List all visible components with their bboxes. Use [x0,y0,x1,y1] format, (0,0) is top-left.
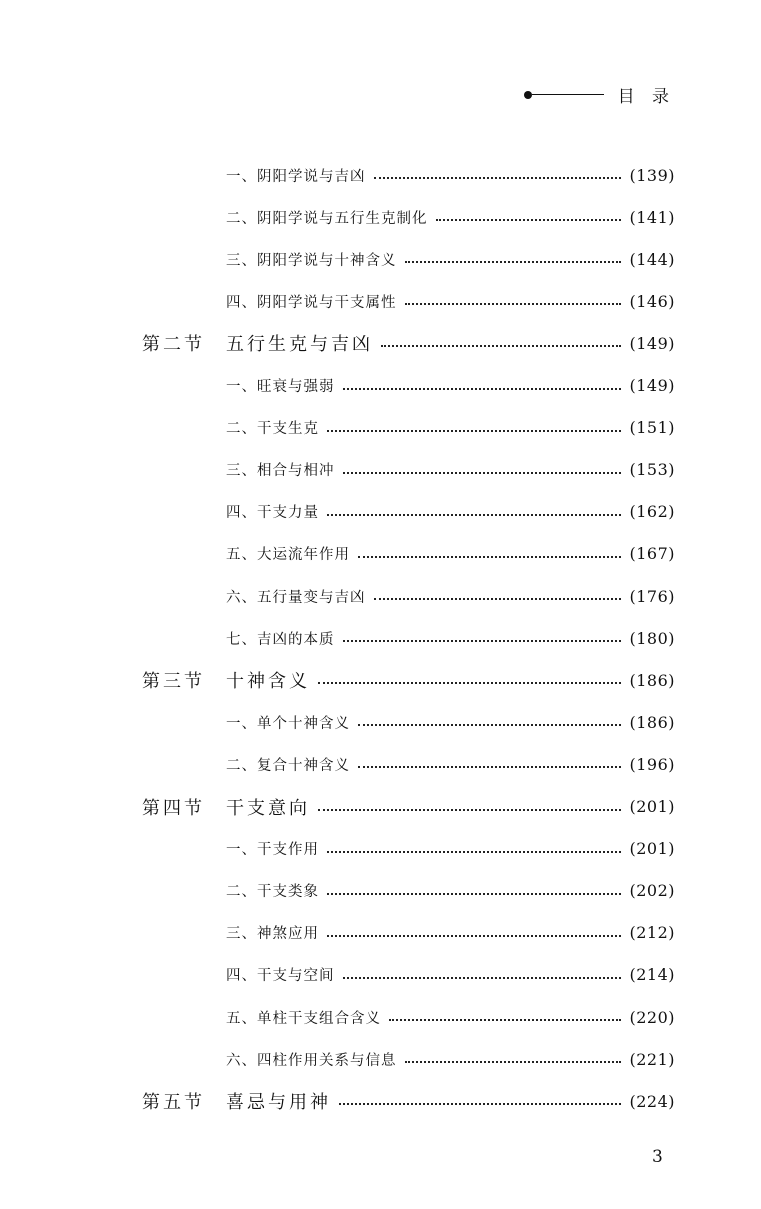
section-label: 第二节 [142,334,205,356]
toc-entry [226,667,675,693]
dot-leader [327,514,621,516]
section-label: 第五节 [142,1092,205,1114]
entry-page-number: (202) [629,881,675,901]
toc-entry-row [0,707,761,737]
bullet-dot-icon [524,91,532,99]
entry-page-number: (201) [629,797,675,816]
toc-entry-row [0,413,761,443]
toc-section-row [0,328,761,358]
entry-title: 二、干支类象 [226,884,319,901]
dot-leader [381,345,621,347]
entry-page-number: (167) [629,544,675,564]
entry-page-number: (139) [629,165,675,185]
toc-section-row [0,665,761,695]
entry-page-number: (212) [629,923,675,943]
toc-section-row [0,792,761,822]
entry-page-number: (153) [629,460,675,480]
entry-title: 七、吉凶的本质 [226,631,335,648]
dot-leader [339,1103,621,1105]
page-number: 3 [652,1147,663,1167]
dot-leader [343,472,622,474]
entry-title: 喜忌与用神 [226,1092,331,1114]
entry-title: 十神含义 [226,671,310,693]
toc-entry-row [0,918,761,948]
toc-entry-row [0,1002,761,1032]
entry-title: 三、阴阳学说与十神含义 [226,252,397,269]
toc-entry [226,291,675,312]
entry-title: 三、相合与相冲 [226,463,335,480]
entry-page-number: (176) [629,586,675,606]
toc-entry-row [0,834,761,864]
toc-entry [226,754,675,775]
toc-entry [226,543,675,564]
toc-entry [226,922,675,943]
toc-entry-row [0,455,761,485]
entry-title: 一、单个十神含义 [226,715,350,732]
entry-page-number: (149) [629,376,675,395]
toc-entry [226,501,675,522]
toc-entry-row [0,539,761,569]
dot-leader [405,303,622,305]
dot-leader [358,766,621,768]
dot-leader [318,809,621,811]
entry-page-number: (201) [629,839,675,859]
dot-leader [318,682,621,684]
entry-page-number: (196) [629,754,675,774]
dot-leader [343,388,622,390]
toc-entry-row [0,202,761,232]
toc-entry-row [0,960,761,990]
entry-page-number: (186) [629,712,675,732]
entry-title: 四、干支力量 [226,505,319,522]
toc-entry-row [0,1044,761,1074]
toc-entry [226,375,675,396]
toc-entry-row [0,371,761,401]
entry-page-number: (186) [629,670,675,690]
dot-leader [374,598,622,600]
entry-page-number: (162) [629,502,675,522]
toc-entry-row [0,244,761,274]
toc-entry [226,165,675,186]
toc-entry [226,1007,675,1028]
running-header [524,82,675,107]
dot-leader [405,261,622,263]
header-rule [532,94,604,95]
entry-page-number: (220) [629,1007,675,1027]
toc-entry [226,712,675,733]
entry-page-number: (221) [629,1049,675,1069]
dot-leader [327,935,621,937]
toc-entry [226,249,675,270]
entry-title: 干支意向 [226,797,310,819]
toc-entry [226,880,675,901]
dot-leader [405,1061,622,1063]
entry-page-number: (214) [629,965,675,985]
toc-entry-row [0,623,761,653]
toc-entry [226,1049,675,1070]
dot-leader [327,430,621,432]
entry-page-number: (224) [629,1091,675,1111]
entry-title: 一、阴阳学说与吉凶 [226,168,366,185]
toc-entry-row [0,876,761,906]
section-label: 第三节 [142,671,205,693]
dot-leader [343,640,622,642]
entry-title: 五行生克与吉凶 [226,334,373,356]
toc-entry-row [0,581,761,611]
entry-page-number: (146) [629,291,675,311]
toc-entry [226,794,675,820]
entry-title: 三、神煞应用 [226,926,319,943]
entry-title: 五、大运流年作用 [226,547,350,564]
toc-entry [226,586,675,607]
entry-title: 二、复合十神含义 [226,757,350,774]
entry-page-number: (151) [629,418,675,438]
entry-title: 四、干支与空间 [226,968,335,985]
entry-title: 六、五行量变与吉凶 [226,589,366,606]
toc-entry [226,330,675,356]
dot-leader [343,977,622,979]
toc-entry [226,628,675,649]
dot-leader [358,724,621,726]
dot-leader [389,1019,621,1021]
dot-leader [327,851,621,853]
entry-title: 六、四柱作用关系与信息 [226,1052,397,1069]
entry-title: 一、旺衰与强弱 [226,379,335,395]
entry-page-number: (141) [629,207,675,227]
entry-page-number: (144) [629,249,675,269]
entry-title: 二、干支生克 [226,421,319,438]
entry-title: 五、单柱干支组合含义 [226,1010,381,1027]
toc-entry [226,964,675,985]
toc-entry-row [0,160,761,190]
dot-leader [358,556,621,558]
toc-entry [226,838,675,859]
dot-leader [374,177,622,179]
toc-entry [226,459,675,480]
entry-title: 二、阴阳学说与五行生克制化 [226,210,428,227]
toc-entry-row [0,749,761,779]
header-title: 目 录 [617,87,675,107]
toc-entry-row [0,286,761,316]
entry-title: 四、阴阳学说与干支属性 [226,294,397,311]
toc-entry [226,207,675,228]
entry-title: 一、干支作用 [226,842,319,859]
entry-page-number: (180) [629,628,675,648]
toc-entry-row [0,497,761,527]
entry-page-number: (149) [629,333,675,353]
toc-entry [226,1088,675,1114]
section-label: 第四节 [142,797,205,819]
toc-section-row [0,1086,761,1116]
dot-leader [436,219,622,221]
toc-entry [226,417,675,438]
dot-leader [327,893,621,895]
